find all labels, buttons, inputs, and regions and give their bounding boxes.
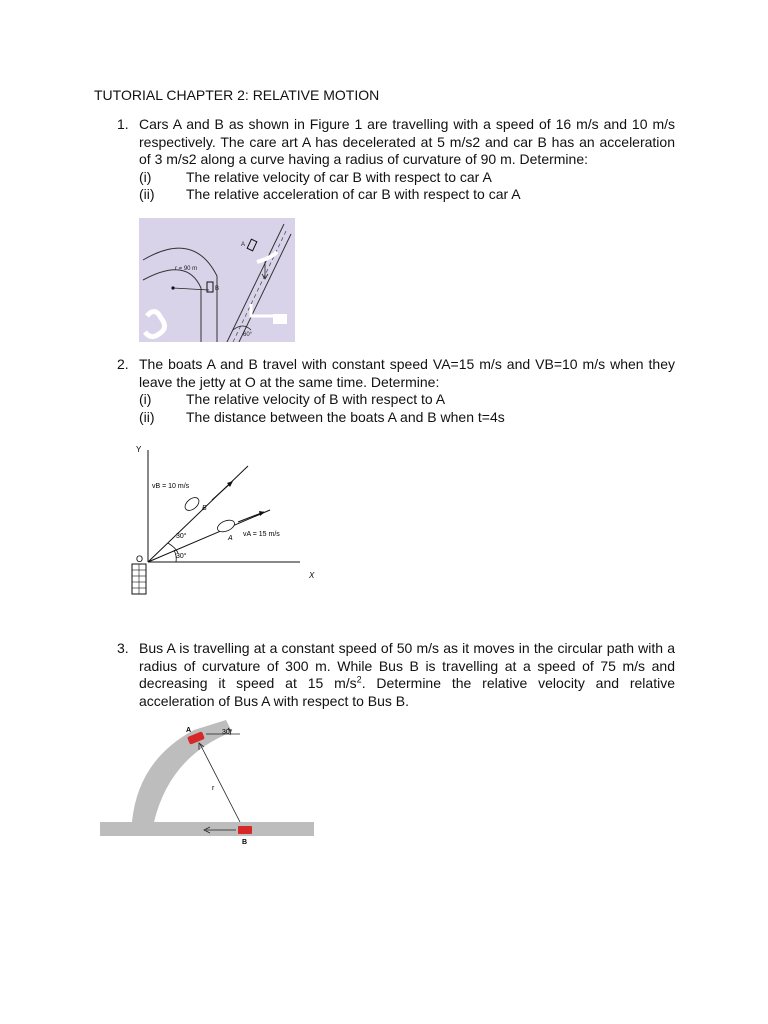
question-text: Bus A is travelling at a constant speed of 50 m/s as it moves in the circular path with a radius of curvature of 300 m. While Bus B is travelling at a speed of 75 m/s and decreasing it speed at 15 m/s	[139, 640, 675, 691]
question-1	[117, 116, 675, 204]
question-number: 1.	[117, 116, 129, 132]
bus-b-shape	[238, 826, 252, 834]
question-2	[117, 356, 675, 426]
curved-road	[132, 720, 232, 822]
velocity-a-label: vA = 15 m/s	[243, 531, 280, 538]
page-title: TUTORIAL CHAPTER 2: RELATIVE MOTION	[94, 87, 380, 103]
angle-2-label: 30°	[176, 553, 187, 560]
curve-center	[171, 286, 174, 289]
path-b-line	[148, 466, 248, 562]
x-axis-label: X	[309, 571, 315, 580]
y-axis-label: Y	[136, 445, 142, 454]
figure-2	[128, 440, 324, 598]
part-text: The distance between the boats A and B when t=4s	[186, 408, 505, 425]
boat-b-shape	[183, 495, 202, 513]
angle-label: 60°	[243, 332, 253, 338]
straight-road	[100, 822, 314, 836]
question-number: 3.	[117, 640, 129, 656]
bus-b-label: B	[242, 839, 248, 846]
part-text: The relative velocity of car B with respect to car A	[186, 168, 492, 185]
radius-label: r = 90 m	[175, 266, 198, 272]
radius-label: r	[212, 785, 215, 792]
part-number: (ii)	[139, 408, 155, 425]
boat-b-label: B	[202, 505, 207, 512]
question-number: 2.	[117, 356, 129, 372]
figure-3	[98, 718, 316, 848]
question-part	[139, 409, 675, 427]
figure-1	[139, 218, 295, 342]
question-text-continued: . Determine the relative velocity and relative acceleration of Bus A with respect to Bus B.	[139, 675, 675, 709]
part-number: (i)	[139, 391, 152, 407]
arrow-head-icon	[259, 511, 265, 516]
boat-a-label: A	[228, 535, 233, 542]
part-text: The relative velocity of B with respect to A	[186, 391, 446, 407]
angle-label: 30°	[222, 729, 233, 736]
part-number: (i)	[139, 168, 152, 185]
superscript: 2	[356, 674, 362, 685]
origin-label: O	[136, 554, 144, 564]
question-text: Cars A and B as shown in Figure 1 are travelling with a speed of 16 m/s and 10 m/s respectively. The care art A has decelerated at 5 m/s2 and car B has an acceleration of 3 m/s2 along a curve having a radius of curvature of 90 m. Determine:	[139, 116, 675, 167]
velocity-b-label: vB = 10 m/s	[152, 483, 190, 490]
question-part	[139, 169, 675, 187]
question-part	[139, 391, 675, 409]
part-number: (ii)	[139, 186, 155, 202]
radius-line	[200, 744, 240, 822]
part-text: The relative acceleration of car B with respect to car A	[186, 186, 521, 202]
question-text: The boats A and B travel with constant speed VA=15 m/s and VB=10 m/s when they leave the jetty at O at the same time. Determine:	[139, 356, 675, 390]
car-a-label: A	[241, 242, 246, 248]
car-b-label: B	[215, 286, 220, 292]
bus-a-label: A	[186, 727, 192, 734]
question-3	[117, 640, 675, 710]
question-part	[139, 186, 675, 204]
angle-1-label: 30°	[176, 533, 187, 540]
scribble-mark	[273, 314, 287, 324]
